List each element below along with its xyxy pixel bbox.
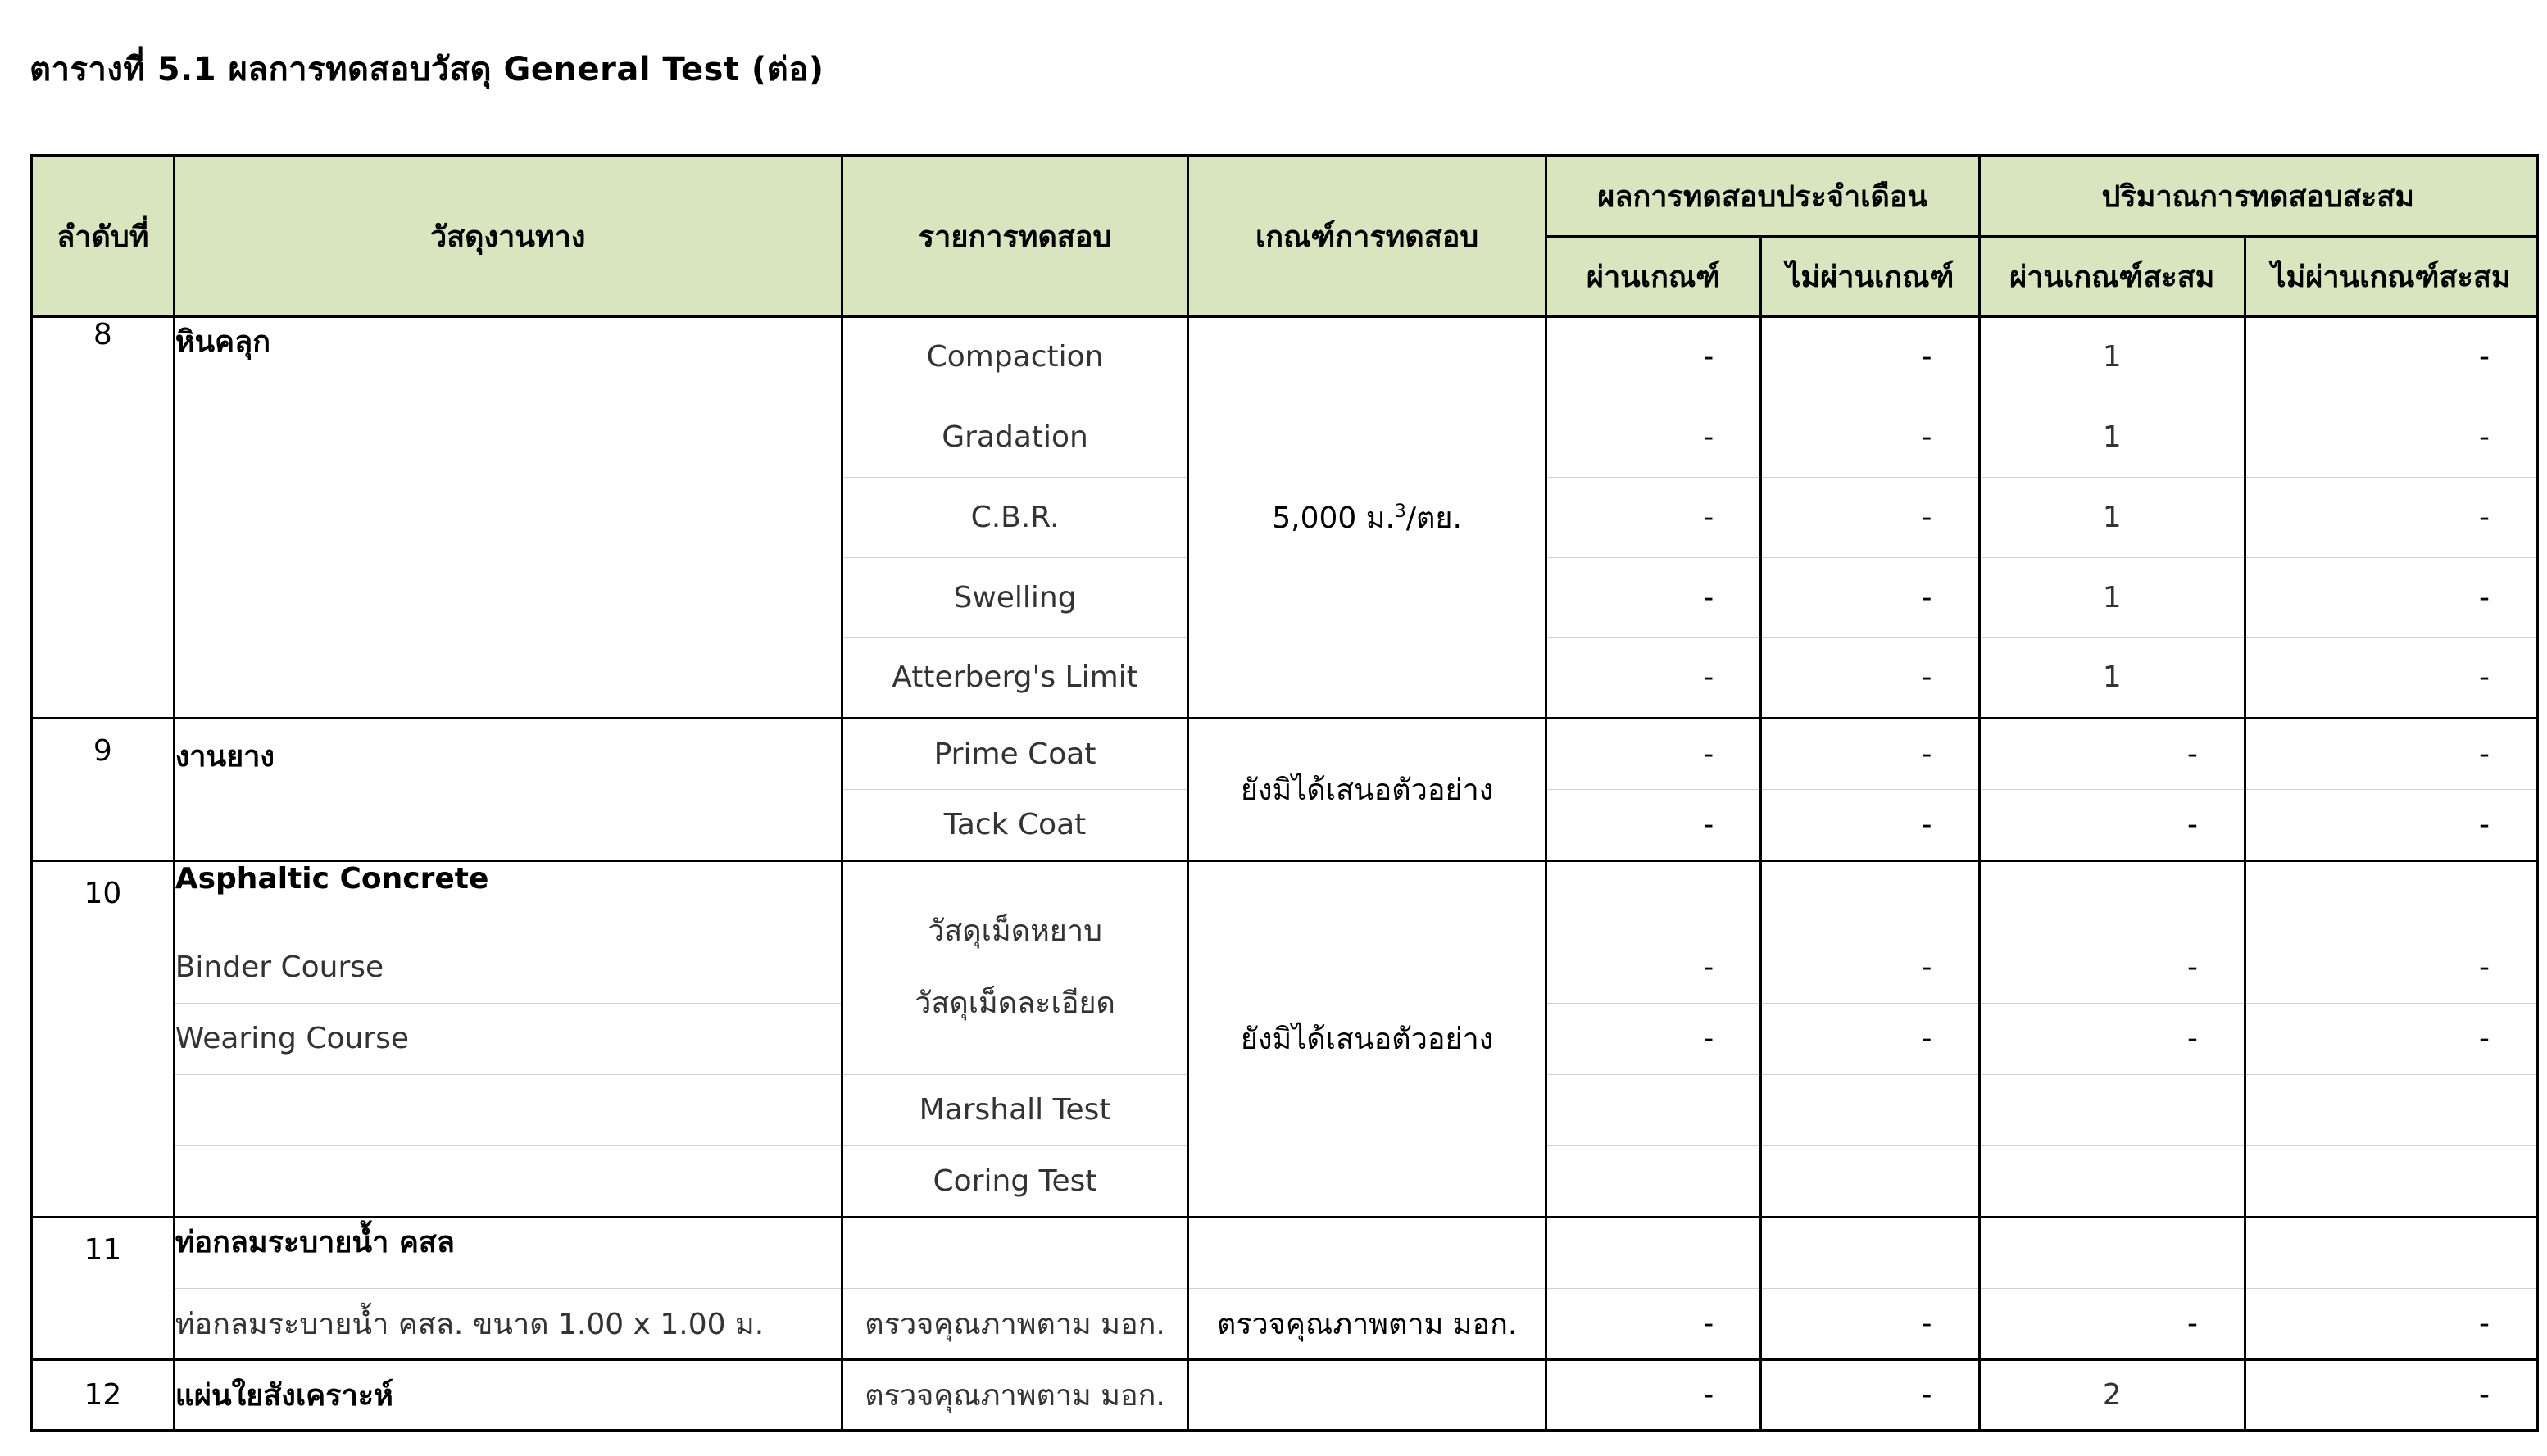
test-item: Atterberg's Limit [842,637,1188,718]
header-criteria: เกณฑ์การทดสอบ [1188,156,1546,316]
pass-cumulative-value: 1 [1979,316,2245,397]
pass-value: - [1546,1359,1760,1431]
fail-cumulative-value: - [2245,637,2537,718]
row-number: 11 [31,1217,174,1359]
material-name: แผ่นใยสังเคราะห์ [174,1359,842,1431]
header-pass-cumulative: ผ่านเกณฑ์สะสม [1979,236,2245,316]
fail-cumulative-value: - [2245,932,2537,1003]
pass-cumulative-value: 1 [1979,397,2245,477]
test-item: Gradation [842,397,1188,477]
test-item: ตรวจคุณภาพตาม มอก. [842,1359,1188,1431]
fail-cumulative-value: - [2245,789,2537,860]
fail-value: - [1761,477,1979,557]
test-item: Coring Test [842,1145,1188,1217]
fail-cumulative-value: - [2245,397,2537,477]
material-sub-binder: Binder Course [174,932,842,1003]
fail-cumulative-value: - [2245,557,2537,637]
pass-value: - [1546,1288,1760,1359]
material-name: Asphaltic Concrete [174,860,842,932]
table-row [31,316,2537,397]
empty-cell [1979,860,2245,932]
table-row [31,1359,2537,1431]
pass-cumulative-value: - [1979,718,2245,789]
pass-cumulative-value: - [1979,1003,2245,1074]
fail-value: - [1761,789,1979,860]
empty-cell [2245,1074,2537,1145]
fail-value: - [1761,1359,1979,1431]
criteria-tail: /ตย. [1405,501,1462,535]
criteria-superscript: 3 [1394,501,1406,522]
test-item: ตรวจคุณภาพตาม มอก. [842,1288,1188,1359]
empty-cell [1188,1217,1546,1288]
header-material: วัสดุงานทาง [174,156,842,316]
row-number: 10 [31,860,174,1217]
fail-value: - [1761,316,1979,397]
empty-cell [1546,1145,1760,1217]
table-row [31,718,2537,789]
material-name: ท่อกลมระบายน้ำ คสล [174,1217,842,1288]
empty-cell [1546,1074,1760,1145]
pass-value: - [1546,557,1760,637]
empty-cell [1761,1145,1979,1217]
test-item: Tack Coat [842,789,1188,860]
header-monthly-results: ผลการทดสอบประจำเดือน [1546,156,1979,236]
empty-cell [174,1074,842,1145]
pass-value: - [1546,316,1760,397]
fail-cumulative-value: - [2245,1003,2537,1074]
row-number: 12 [31,1359,174,1431]
test-item: C.B.R. [842,477,1188,557]
empty-cell [1546,1217,1760,1288]
empty-cell [1979,1074,2245,1145]
test-item: Marshall Test [842,1074,1188,1145]
criteria: ยังมิได้เสนอตัวอย่าง [1188,860,1546,1217]
fail-value: - [1761,637,1979,718]
fail-cumulative-value: - [2245,477,2537,557]
table-row [31,1288,2537,1359]
pass-value: - [1546,637,1760,718]
empty-cell [1761,1217,1979,1288]
fail-cumulative-value: - [2245,718,2537,789]
pass-value: - [1546,397,1760,477]
row-number: 8 [31,316,174,718]
row-number: 9 [31,718,174,860]
pass-cumulative-value: - [1979,789,2245,860]
empty-cell [2245,1217,2537,1288]
empty-cell [842,1217,1188,1288]
test-item-fine: วัสดุเม็ดละเอียด [915,987,1115,1020]
header-test-item: รายการทดสอบ [842,156,1188,316]
test-item-coarse: วัสดุเม็ดหยาบ [928,914,1102,948]
material-name: หินคลุก [174,316,842,718]
criteria [1188,316,1546,718]
test-results-table [30,154,2539,1432]
header-no: ลำดับที่ [31,156,174,316]
material-sub-pipe: ท่อกลมระบายน้ำ คสล. ขนาด 1.00 x 1.00 ม. [174,1288,842,1359]
empty-cell [2245,1145,2537,1217]
empty-cell [1546,860,1760,932]
fail-cumulative-value: - [2245,316,2537,397]
fail-value: - [1761,1288,1979,1359]
pass-cumulative-value: - [1979,932,2245,1003]
fail-cumulative-value: - [2245,1359,2537,1431]
pass-cumulative-value: 1 [1979,637,2245,718]
pass-value: - [1546,932,1760,1003]
empty-cell [1188,1359,1546,1431]
pass-value: - [1546,477,1760,557]
fail-value: - [1761,397,1979,477]
material-name: งานยาง [174,718,842,860]
criteria: ตรวจคุณภาพตาม มอก. [1188,1288,1546,1359]
pass-value: - [1546,789,1760,860]
fail-value: - [1761,932,1979,1003]
pass-cumulative-value: 1 [1979,557,2245,637]
table-row [31,1217,2537,1288]
empty-cell [2245,860,2537,932]
header-fail-cumulative: ไม่ผ่านเกณฑ์สะสม [2245,236,2537,316]
fail-value: - [1761,1003,1979,1074]
test-item: Swelling [842,557,1188,637]
fail-value: - [1761,557,1979,637]
fail-cumulative-value: - [2245,1288,2537,1359]
material-sub-wearing: Wearing Course [174,1003,842,1074]
pass-cumulative-value: - [1979,1288,2245,1359]
header-cumulative: ปริมาณการทดสอบสะสม [1979,156,2537,236]
test-item: Prime Coat [842,718,1188,789]
table-row [31,860,2537,932]
empty-cell [1979,1217,2245,1288]
header-fail: ไม่ผ่านเกณฑ์ [1761,236,1979,316]
empty-cell [1761,1074,1979,1145]
pass-value: - [1546,718,1760,789]
criteria: ยังมิได้เสนอตัวอย่าง [1188,718,1546,860]
pass-cumulative-value: 2 [1979,1359,2245,1431]
criteria-main: 5,000 ม. [1272,501,1395,535]
test-item: Compaction [842,316,1188,397]
page-title: ตารางที่ 5.1 ผลการทดสอบวัสดุ General Test (ต่อ) [30,51,824,88]
pass-value: - [1546,1003,1760,1074]
fail-value: - [1761,718,1979,789]
empty-cell [1761,860,1979,932]
pass-cumulative-value: 1 [1979,477,2245,557]
aggregate-tests [842,860,1188,1074]
empty-cell [1979,1145,2245,1217]
header-pass: ผ่านเกณฑ์ [1546,236,1760,316]
empty-cell [174,1145,842,1217]
